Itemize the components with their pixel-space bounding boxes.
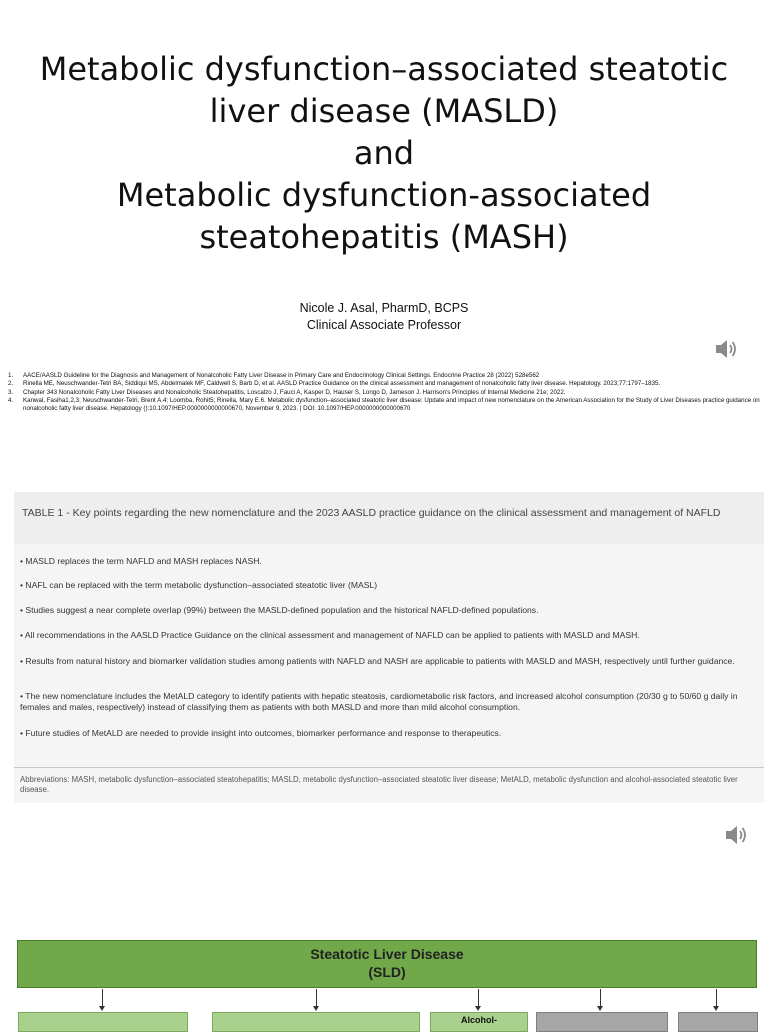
title-line: steatohepatitis (MASH) [199, 218, 569, 256]
diagram-child-node [430, 1012, 528, 1032]
diagram-child-node [536, 1012, 668, 1032]
root-node-abbrev: (SLD) [368, 964, 406, 980]
table-point: • Studies suggest a near complete overlap (99%) between the MASLD-defined population and the historical NAFLD-defined populations. [20, 605, 539, 615]
root-node-label: Steatotic Liver Disease [310, 946, 464, 962]
title-line: and [353, 134, 415, 172]
child-node-label: Alcohol- [461, 1015, 497, 1025]
arrow-icon [99, 1006, 105, 1011]
title-line: Metabolic dysfunction–associated steatotic [39, 50, 729, 88]
table-point: • NAFL can be replaced with the term metabolic dysfunction–associated steatotic liver (MASL) [20, 580, 378, 590]
table-point: • The new nomenclature includes the MetALD category to identify patients with hepatic steatosis, cardiometabolic risk factors, and increased alcohol consumption (20/30 g to 50/60 g daily in females and males, respectively) instead of classifying them as patients with both MASLD and more than mild alcohol consumption. [20, 691, 738, 712]
diagram-child-node [18, 1012, 188, 1032]
reference-item: 3. Chapter 343 Nonalcoholic Fatty Liver Diseases and Nonalcoholic Steatohepatitis, Loscalzo J, Fauci A, Kasper D, Hauser S, Longo D, Jameson J. Harrison's Principles of Internal Medicine 21e; 2022. [8, 388, 566, 396]
reference-item: 4. Kanwal, Fasiha1,2,3; Neuschwander-Tetri, Brent A.4; Loomba, Rohit5; Rinella, Mary E.6. Metabolic dysfunction–associated steatotic liver disease: Update and impact of new nomenclature on the American Association for the Study of Liver Diseases practice guidance on nonalcoholic fatty liver disease. Hepatology ():10.1097/HEP.0000000000000670, November 9, 2023. | DOI: 10.1097/HEP.0000000000000670 [8, 396, 760, 413]
diagram-connector [600, 989, 601, 1007]
diagram-child-node [678, 1012, 758, 1032]
table-point: • Results from natural history and biomarker validation studies among patients with NAFLD and NASH are applicable to patients with MASLD and MASH, respectively until further guidance. [20, 656, 735, 666]
table-point: • Future studies of MetALD are needed to provide insight into outcomes, biomarker performance and response to therapeutics. [20, 728, 502, 738]
title-line: liver disease (MASLD) [209, 92, 559, 130]
diagram-connector [478, 989, 479, 1007]
reference-item: 1. AACE/AASLD Guideline for the Diagnosis and Management of Nonalcoholic Fatty Liver Disease in Primary Care and Endocrinology Clinical Settings. Endocrine Practice 28 (2022) 528e562 [8, 372, 540, 379]
table-point: • All recommendations in the AASLD Practice Guidance on the clinical assessment and management of NAFLD can be applied to patients with MASLD and MASH. [20, 630, 640, 640]
title-line: Metabolic dysfunction-associated [116, 176, 652, 214]
table-abbreviations: Abbreviations: MASH, metabolic dysfunction–associated steatohepatitis; MASLD, metabolic dysfunction–associated steatotic liver disease; MetALD, metabolic dysfunction and alcohol-associated steatotic liver disease. [20, 775, 738, 794]
speaker-icon[interactable] [724, 823, 750, 847]
author-name: Nicole J. Asal, PharmD, BCPS [299, 301, 469, 315]
speaker-icon[interactable] [714, 337, 740, 361]
diagram-connector [102, 989, 103, 1007]
arrow-icon [597, 1006, 603, 1011]
diagram-connector [716, 989, 717, 1007]
slide-title [0, 48, 768, 258]
arrow-icon [475, 1006, 481, 1011]
author-position: Clinical Associate Professor [306, 318, 462, 332]
arrow-icon [713, 1006, 719, 1011]
diagram-connector [316, 989, 317, 1007]
table-title: TABLE 1 - Key points regarding the new nomenclature and the 2023 AASLD practice guidance on the clinical assessment and management of NAFLD [22, 507, 721, 519]
references-list [8, 372, 760, 413]
author-block [0, 300, 768, 334]
table-divider [14, 767, 764, 768]
arrow-icon [313, 1006, 319, 1011]
table-point: • MASLD replaces the term NAFLD and MASH replaces NASH. [20, 556, 262, 566]
reference-item: 2. Rinella ME, Neuschwander-Tetri BA, Siddiqui MS, Abdelmalek MF, Caldwell S, Barb D, et al. AASLD Practice Guidance on the clinical assessment and management of nonalcoholic fatty liver disease. Hepatology. 2023;77:1797–1835. [8, 380, 661, 388]
diagram-child-node [212, 1012, 420, 1032]
diagram-root-node [17, 940, 757, 988]
